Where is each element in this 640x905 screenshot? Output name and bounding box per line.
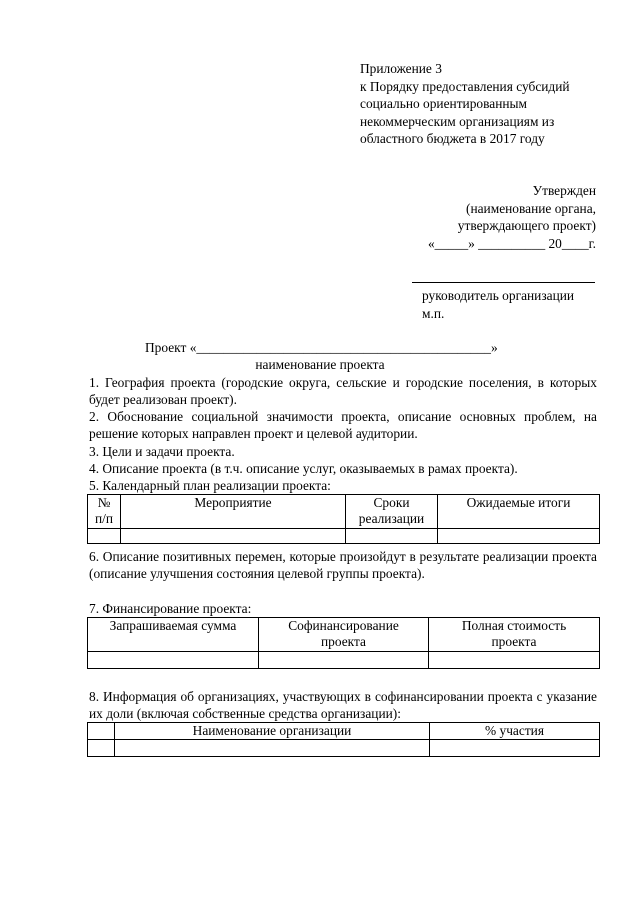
signature-caption-block [422, 287, 574, 322]
appendix-line: к Порядку предоставления субсидий [360, 78, 570, 94]
project-title-line: Проект «____________________________________________» [145, 340, 498, 355]
table-header-row [88, 618, 600, 652]
col-total-header [429, 618, 600, 652]
col-event-header: Мероприятие [121, 495, 346, 529]
financing-table [87, 617, 600, 669]
appendix-line: Приложение 3 [360, 61, 442, 76]
table-cell[interactable] [88, 740, 115, 757]
section-3: 3. Цели и задачи проекта. [89, 444, 235, 459]
section-7: 7. Финансирование проекта: [89, 601, 252, 616]
col-results-header: Ожидаемые итоги [438, 495, 600, 529]
table-row [88, 529, 600, 544]
col-organization-header: Наименование организации [115, 723, 430, 740]
table-cell[interactable] [346, 529, 438, 544]
table-row [88, 652, 600, 669]
table-row [88, 740, 600, 757]
section-6: 6. Описание позитивных перемен, которые произойдут в результате реализации проекта (описание улучшения состояния целевой группы проекта). [89, 549, 597, 582]
col-total-line: Полная стоимость [461, 618, 567, 633]
table-cell[interactable] [115, 740, 430, 757]
col-cofinancing-header [259, 618, 429, 652]
col-number-header [88, 495, 121, 529]
table-cell[interactable] [88, 529, 121, 544]
table-header-row [88, 723, 600, 740]
organizations-table [87, 722, 600, 757]
table-cell[interactable] [88, 652, 259, 669]
col-number-line: № [97, 495, 111, 510]
col-dates-line: реализации [358, 511, 425, 526]
table-cell[interactable] [121, 529, 346, 544]
section-4: 4. Описание проекта (в т.ч. описание услуг, оказываемых в рамах проекта). [89, 461, 518, 476]
approval-organ-line: (наименование органа, [465, 200, 596, 216]
col-cofinancing-line: Софинансирование [288, 618, 399, 633]
col-dates-header [346, 495, 438, 529]
section-5: 5. Календарный план реализации проекта: [89, 478, 331, 493]
col-number-line: п/п [94, 511, 114, 526]
appendix-header [360, 60, 610, 148]
signature-line [412, 282, 595, 283]
appendix-line: областного бюджета в 2017 году [360, 131, 545, 147]
appendix-line: социально ориентированным [360, 96, 527, 112]
section-2: 2. Обоснование социальной значимости проекта, описание основных проблем, на решение которых направлен проект и целевой аудитории. [89, 409, 597, 442]
section-1: 1. География проекта (городские округа, сельские и городские поселения, в которых будет реализован проект). [89, 375, 597, 408]
signature-caption: руководитель организации [422, 288, 575, 303]
approval-block [428, 182, 596, 252]
calendar-plan-table [87, 494, 600, 544]
col-total-line: проекта [491, 634, 537, 649]
table-cell[interactable] [259, 652, 429, 669]
col-share-header: % участия [430, 723, 600, 740]
table-header-row [88, 495, 600, 529]
table-cell[interactable] [429, 652, 600, 669]
col-index-header [88, 723, 115, 740]
col-dates-line: Сроки [373, 495, 410, 510]
section-8: 8. Информация об организациях, участвующих в софинансировании проекта с указание их доли (включая собственные средства организации): [89, 689, 597, 722]
col-requested-header: Запрашиваемая сумма [88, 618, 259, 652]
table-cell[interactable] [438, 529, 600, 544]
table-cell[interactable] [430, 740, 600, 757]
approval-organ-line: утверждающего проект) [457, 218, 596, 234]
col-cofinancing-line: проекта [321, 634, 366, 649]
project-title-caption: наименование проекта [255, 357, 385, 372]
stamp-label: м.п. [422, 305, 445, 321]
approval-date-line: «_____» __________ 20____г. [427, 235, 596, 251]
appendix-line: некоммерческим организациям из [360, 113, 555, 129]
approval-title: Утвержден [532, 183, 596, 198]
